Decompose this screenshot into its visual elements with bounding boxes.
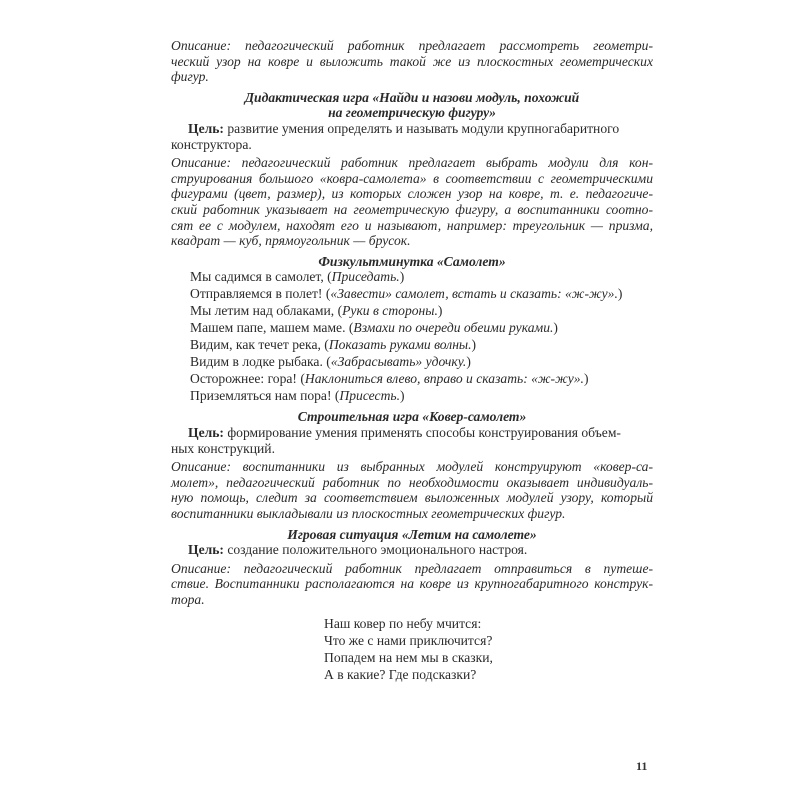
section-description [171, 155, 653, 249]
text-line: ствие. Воспитанники располагаются на ковре из крупногабаритного конструк- [171, 576, 653, 592]
text-line: фигурами (цвет, размер), из которых сложен узор на ковре, т. е. педагогиче- [171, 186, 653, 202]
section-title: Игровая ситуация «Летим на самолете» [287, 526, 537, 542]
goal-paragraph: Цель: формирование умения применять способы конструирования объем- ных конструкций. [171, 425, 621, 456]
poem-line: Попадем на нем мы в сказки, [324, 649, 493, 665]
text-line: Описание: воспитанники из выбранных модулей конструируют «ковер-са- [171, 459, 653, 475]
section-title: Строительная игра «Ковер-самолет» [297, 409, 527, 425]
page-number: 11 [636, 759, 648, 773]
text-line: квадрат — куб, прямоугольник — брусок. [171, 233, 411, 249]
text-line: Описание: педагогический работник предлагает выбрать модули для кон- [171, 155, 653, 171]
text-line: ский работник указывает на геометрическую фигуру, а воспитанники соотно- [171, 201, 653, 217]
verse-line: Осторожнее: гора! (Наклониться влево, вправо и сказать: «ж-жу».) [190, 370, 589, 386]
poem-line: Наш ковер по небу мчится: [324, 615, 482, 631]
goal-label: Цель: [188, 120, 224, 136]
verse-line: Видим, как течет река, (Показать руками волны.) [190, 336, 477, 352]
verse-line: Приземляться нам пора! (Присесть.) [190, 387, 405, 403]
closing-poem [171, 616, 653, 684]
goal-paragraph: Цель: создание положительного эмоционального настроя. [188, 542, 528, 558]
section-title: Физкультминутка «Самолет» [318, 253, 506, 269]
goal-paragraph: Цель: развитие умения определять и называть модули крупногабаритного конструктора. [171, 120, 620, 152]
text-line: тора. [171, 591, 205, 607]
poem-line: Что же с нами приключится? [324, 632, 493, 648]
verse-line: Отправляемся в полет! («Завести» самолет, встать и сказать: «ж-жу».) [190, 286, 623, 302]
poem-line: А в какие? Где подсказки? [324, 666, 477, 682]
text-line: струирования большого «ковра-самолета» в соответствии с геометрическими [171, 170, 653, 186]
text-line: ческий узор на ковре и выложить такой же из плоскостных геометрических [171, 53, 653, 69]
text-line: воспитанники выкладывали из плоскостных геометрических фигур. [171, 506, 566, 521]
goal-label: Цель: [188, 542, 224, 558]
text-line: фигур. [171, 69, 209, 85]
section-description [171, 459, 653, 521]
text-line: ную помощь, следит за соответствием выложенных модулей узору, который [171, 490, 653, 506]
verse-line: Машем папе, машем маме. (Взмахи по очереди обеими руками.) [190, 319, 558, 335]
verse-line: Мы летим над облаками, (Руки в стороны.) [190, 303, 443, 319]
goal-label: Цель: [188, 425, 224, 441]
text-line: сят ее с модулем, находят его и называют, например: треугольник — призма, [171, 217, 653, 233]
section-description [171, 561, 653, 608]
verse-line: Видим в лодке рыбака. («Забрасывать» удочку.) [190, 353, 471, 369]
text-line: молет», педагогический работник по необходимости оказывает индивидуаль- [171, 474, 653, 490]
text-line: Описание: педагогический работник предлагает рассмотреть геометри- [171, 38, 653, 53]
verse-line: Мы садимся в самолет, (Приседать.) [190, 269, 405, 285]
text-line: Описание: педагогический работник предлагает отправиться в путеше- [171, 560, 653, 576]
exercise-verse [171, 269, 653, 404]
section-title: Дидактическая игра «Найди и назови модуль, похожий на геометрическую фигуру» [244, 89, 580, 121]
intro-description [171, 38, 653, 85]
page-content [171, 38, 653, 684]
